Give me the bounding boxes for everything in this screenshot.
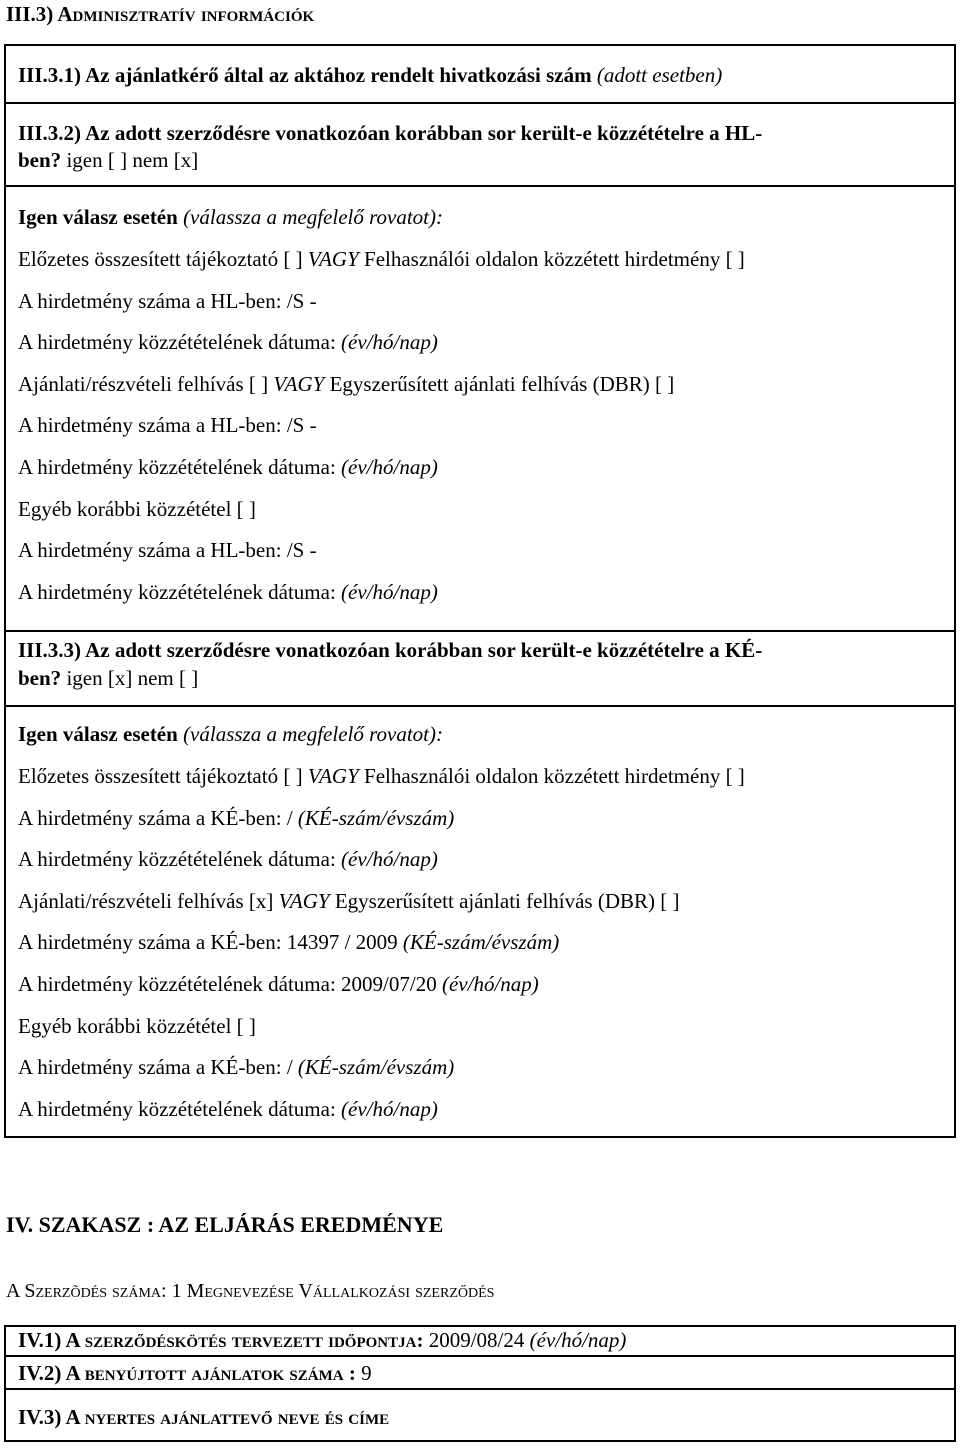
iii-3-3-ben: ben? [18,666,62,690]
detail-italic: (év/hó/nap) [441,972,539,996]
detail-row [18,413,317,438]
igen-note: (válassza a megfelelő rovatot): [177,205,443,229]
detail-text: A hirdetmény közzétételének dátuma: 2009/07/20 [18,972,442,996]
detail-text: Ajánlati/részvételi felhívás [x] [18,888,279,913]
iii-3-2-line1: III.3.2) Az adott szerződésre vonatkozóan korábban sor került-e közzétételre a HL- [18,121,763,145]
iv-2-value: 9 [355,1361,372,1385]
detail-row [18,247,745,272]
detail-text: A hirdetmény száma a HL-ben: /S - [18,288,317,313]
detail-text: A hirdetmény száma a KÉ-ben: 14397 / 2009 [18,930,403,955]
iii-3-2-answer: igen [ ] nem [x] [61,148,199,172]
detail-row [18,580,438,605]
igen-label: Igen válasz esetén [18,722,178,746]
iii-3-2-igen-line [18,205,443,230]
detail-italic: (év/hó/nap) [341,847,438,872]
detail-italic: (év/hó/nap) [341,455,438,479]
detail-text: A hirdetmény közzétételének dátuma: [18,847,342,872]
iv-1-note: (év/hó/nap) [529,1328,627,1352]
detail-row [18,847,438,872]
detail-text: Egyéb korábbi közzététel [ ] [18,1013,256,1038]
detail-italic: (év/hó/nap) [341,1096,438,1121]
detail-text: A hirdetmény közzétételének dátuma: [18,455,342,479]
divider [4,705,956,707]
iv-1-num: IV.1) [18,1328,62,1352]
igen-label: Igen válasz esetén [18,205,178,229]
detail-italic: (év/hó/nap) [341,330,438,355]
detail-italic: VAGY [307,764,359,788]
detail-text: A hirdetmény száma a HL-ben: /S - [18,413,317,438]
iv-2-num: IV.2) [18,1361,62,1385]
detail-italic: VAGY [307,247,359,271]
detail-text-tail: Felhasználói oldalon közzétett hirdetmény [ ] [358,247,745,271]
detail-row [18,1097,438,1122]
detail-text: Ajánlati/részvételi felhívás [ ] [18,371,274,396]
detail-row [18,972,539,997]
iii-3-1-label [18,63,722,88]
detail-text-tail: Felhasználói oldalon közzétett hirdetmény [ ] [358,764,745,788]
iii-3-1-note: (adott esetben) [596,63,723,87]
iv-2-row [18,1361,372,1386]
iv-3-row [18,1405,389,1430]
detail-row [18,764,745,789]
detail-text: A hirdetmény száma a HL-ben: /S - [18,538,317,563]
contract-name-label: Megnevezése [186,1280,294,1302]
contract-name: Vállalkozási szerződés [293,1280,495,1302]
detail-italic: (év/hó/nap) [341,579,438,604]
divider [4,1355,956,1357]
detail-row [18,538,317,563]
igen-note: (válassza a megfelelő rovatot): [177,722,443,746]
iii-3-3-answer: igen [x] nem [ ] [61,666,199,690]
contract-line [6,1280,494,1303]
iv-1-value: 2009/08/24 [423,1328,530,1352]
iii-3-1-text: III.3.1) Az ajánlatkérő által az aktához rendelt hivatkozási szám [18,63,592,87]
detail-italic: VAGY [273,371,325,396]
section-header [6,2,314,27]
divider [4,102,956,104]
detail-italic: (KÉ-szám/évszám) [297,805,455,830]
detail-row [18,1055,454,1080]
detail-text: A hirdetmény közzétételének dátuma: [18,330,342,355]
detail-row [18,889,680,914]
divider [4,1388,956,1390]
iv-1-row [18,1328,626,1353]
detail-text-tail: Egyszerűsített ajánlati felhívás (DBR) [ ] [329,888,680,913]
detail-row [18,1014,256,1039]
detail-text: Előzetes összesített tájékoztató [ ] [18,247,308,271]
contract-number: 1 [166,1280,187,1302]
section-header-text: III.3) Adminisztratív információk [6,2,315,26]
detail-row [18,806,454,831]
detail-text-tail: Egyszerűsített ajánlati felhívás (DBR) [ ] [324,371,675,396]
detail-text: A hirdetmény száma a KÉ-ben: / [18,805,298,830]
iv-3-label: A nyertes ajánlattevő neve és címe [61,1405,390,1429]
section-iv-title: IV. SZAKASZ : AZ ELJÁRÁS EREDMÉNYE [6,1212,444,1237]
iii-3-2-ben: ben? [18,148,62,172]
detail-italic: (KÉ-szám/évszám) [402,930,560,955]
detail-text: Előzetes összesített tájékoztató [ ] [18,764,308,788]
detail-row [18,497,256,522]
contract-label: A Szerzõdés száma: [6,1280,167,1302]
detail-text: Egyéb korábbi közzététel [ ] [18,496,256,521]
detail-row [18,289,317,314]
detail-row [18,455,438,480]
detail-italic: (KÉ-szám/évszám) [297,1055,455,1080]
iv-2-label: A benyújtott ajánlatok száma : [61,1361,356,1385]
detail-text: A hirdetmény száma a KÉ-ben: / [18,1055,298,1080]
iv-1-label: A szerződéskötés tervezett időpontja: [61,1328,424,1352]
iii-3-2-line2 [18,148,198,173]
detail-italic: VAGY [278,888,330,913]
detail-row [18,330,438,355]
iii-3-3-igen-line [18,722,443,747]
detail-row [18,930,559,955]
iii-3-3-line1: III.3.3) Az adott szerződésre vonatkozóan korábban sor került-e közzétételre a KÉ- [18,638,763,662]
detail-row [18,372,674,397]
iv-3-num: IV.3) [18,1405,62,1429]
detail-text: A hirdetmény közzétételének dátuma: [18,579,342,604]
detail-text: A hirdetmény közzétételének dátuma: [18,1096,342,1121]
